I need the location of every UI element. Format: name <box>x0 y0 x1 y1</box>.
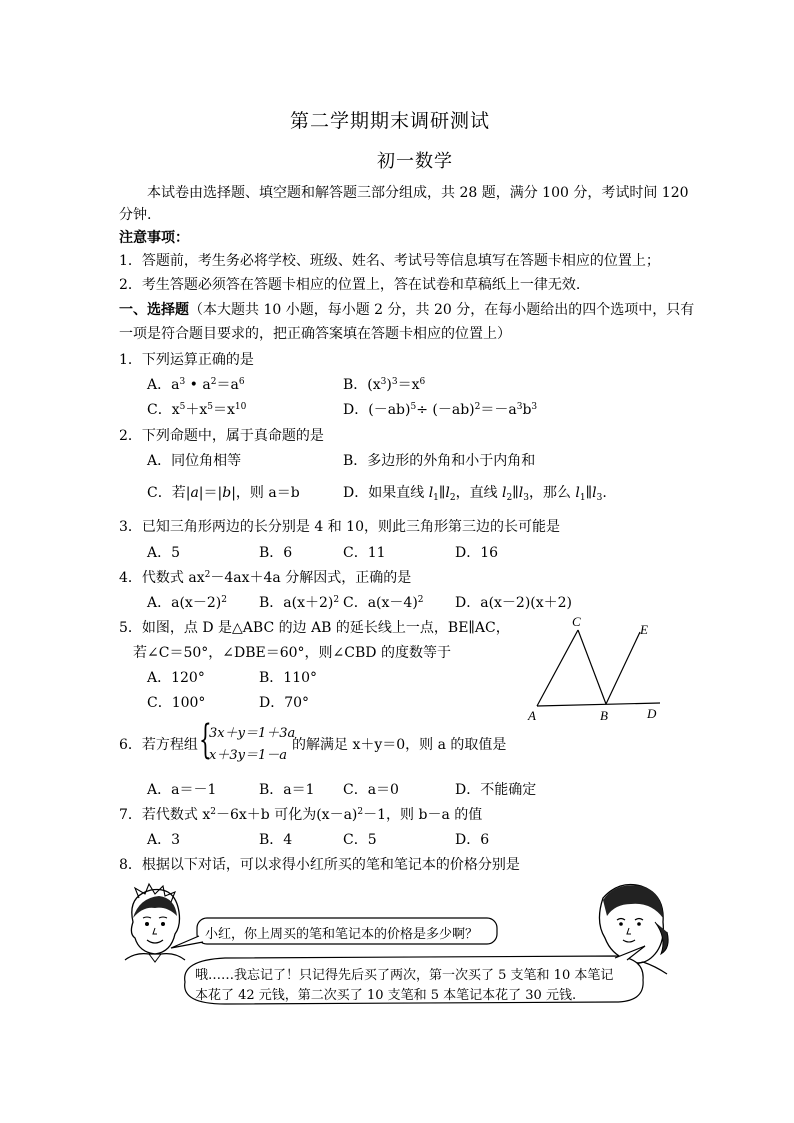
label-c: C <box>572 614 581 629</box>
q4-stem: 4．代数式 $ax^2-4ax+4a$ 分解因式，正确的是 <box>119 570 412 586</box>
boy-figure <box>125 884 185 962</box>
q2-option-b: B．多边形的外角和小于内角和 <box>343 453 536 469</box>
note-item-2: 2．考生答题必须答在答题卡相应的位置上，答在试卷和草稿纸上一律无效. <box>119 277 581 293</box>
q7-option-c: C．5 <box>343 832 377 848</box>
speech-bubble-2-line-2: 本花了 42 元钱，第二次买了 10 支笔和 5 本笔记本花了 30 元钱. <box>195 988 577 1003</box>
q5-option-a: A．120° <box>147 670 205 686</box>
q4-option-a: A．$a(x-2)^2$ <box>147 595 227 611</box>
q2-option-a: A．同位角相等 <box>147 453 242 469</box>
notes-heading: 注意事项： <box>119 230 189 246</box>
q4-option-c: C．$a(x-4)^2$ <box>343 595 424 611</box>
q2-option-d: D．如果直线 $l_1\parallel l_2$，直线 $l_2\parallel l_3$，那么 $l_1\parallel l_3$. <box>343 485 607 503</box>
q6-stem-post: 的解满足 x＋y＝0，则 a 的取值是 <box>292 737 507 753</box>
line-abd <box>537 703 660 706</box>
q1-option-a: A．$a^3$ • $a^2=a^6$ <box>147 377 245 393</box>
label-e: E <box>640 622 648 637</box>
q6-eq-1: 3x＋y＝1＋3a <box>209 726 296 741</box>
label-a: A <box>528 708 536 723</box>
q4-option-d: D．a(x－2)(x＋2) <box>455 595 573 611</box>
intro-line-2: 分钟. <box>119 207 152 223</box>
q1-option-d: D．$(-ab)^5\div (-ab)^2=-a^3b^3$ <box>343 402 538 418</box>
section-desc-1: （本大题共 10 小题，每小题 2 分，共 20 分，在每小题给出的四个选项中，只有 <box>189 302 695 318</box>
q3-option-c: C．11 <box>343 545 386 561</box>
page-subtitle: 初一数学 <box>377 151 453 172</box>
q5-stem-2: 若∠C＝50°，∠DBE＝60°，则∠CBD 的度数等于 <box>133 645 451 661</box>
line-be <box>606 632 640 704</box>
note-item-1: 1．答题前，考生务必将学校、班级、姓名、考试号等信息填写在答题卡相应的位置上； <box>119 253 660 269</box>
q4-option-b: B．$a(x+2)^2$ <box>259 595 340 611</box>
q2-option-c: C．若|a|＝|b|，则 a＝b <box>147 485 300 501</box>
q6-option-c: C．a＝0 <box>343 782 399 798</box>
q5-stem-1: 5．如图，点 D 是△ABC 的边 AB 的延长线上一点，BE∥AC， <box>119 620 510 636</box>
q5-triangle-figure <box>520 612 670 727</box>
line-cb <box>578 630 606 704</box>
section-desc-2: 一项是符合题目要求的，把正确答案填在答题卡相应的位置上） <box>119 326 511 342</box>
q1-option-b: B．$(x^3)^3=x^6$ <box>343 377 426 393</box>
q3-option-d: D．16 <box>455 545 499 561</box>
q3-option-b: B．6 <box>259 545 293 561</box>
q1-stem: 1．下列运算正确的是 <box>119 352 254 368</box>
q6-option-a: A．a＝－1 <box>147 782 217 798</box>
section-heading <box>119 299 694 319</box>
q6-eq-2: x＋3y＝1－a <box>209 748 287 763</box>
speech-bubble-2-line-1: 哦……我忘记了！只记得先后买了两次，第一次买了 5 支笔和 10 本笔记 <box>195 968 614 983</box>
q7-option-a: A．3 <box>147 832 181 848</box>
q6-option-d: D．不能确定 <box>455 782 537 798</box>
page-title: 第二学期期末调研测试 <box>290 110 491 132</box>
label-b: B <box>600 708 608 723</box>
q5-option-d: D．70° <box>259 695 310 711</box>
q3-option-a: A．5 <box>147 545 181 561</box>
q6-brace: { <box>199 717 212 763</box>
section-title: 一、选择题 <box>119 302 189 318</box>
q6-option-b: B．a＝1 <box>259 782 315 798</box>
q5-option-c: C．100° <box>147 695 206 711</box>
q2-stem: 2．下列命题中，属于真命题的是 <box>119 428 324 444</box>
speech-bubble-1-text: 小红，你上周买的笔和笔记本的价格是多少啊？ <box>205 927 479 942</box>
intro-line-1: 本试卷由选择题、填空题和解答题三部分组成，共 28 题，满分 100 分，考试时间 120 <box>147 185 689 201</box>
label-d: D <box>647 706 657 721</box>
q7-stem: 7．若代数式 $x^2-6x+b$ 可化为$(x-a)^2-1$，则 b－a 的值 <box>119 807 483 823</box>
q7-option-d: D．6 <box>455 832 490 848</box>
q6-stem-pre: 6．若方程组 <box>119 737 198 753</box>
q8-stem: 8．根据以下对话，可以求得小红所买的笔和笔记本的价格分别是 <box>119 857 520 873</box>
q7-option-b: B．4 <box>259 832 293 848</box>
line-ac <box>537 630 578 706</box>
q1-option-c: C．$x^5+x^5=x^{10}$ <box>147 402 247 418</box>
q5-option-b: B．110° <box>259 670 318 686</box>
q3-stem: 3．已知三角形两边的长分别是 4 和 10，则此三角形第三边的长可能是 <box>119 519 560 535</box>
